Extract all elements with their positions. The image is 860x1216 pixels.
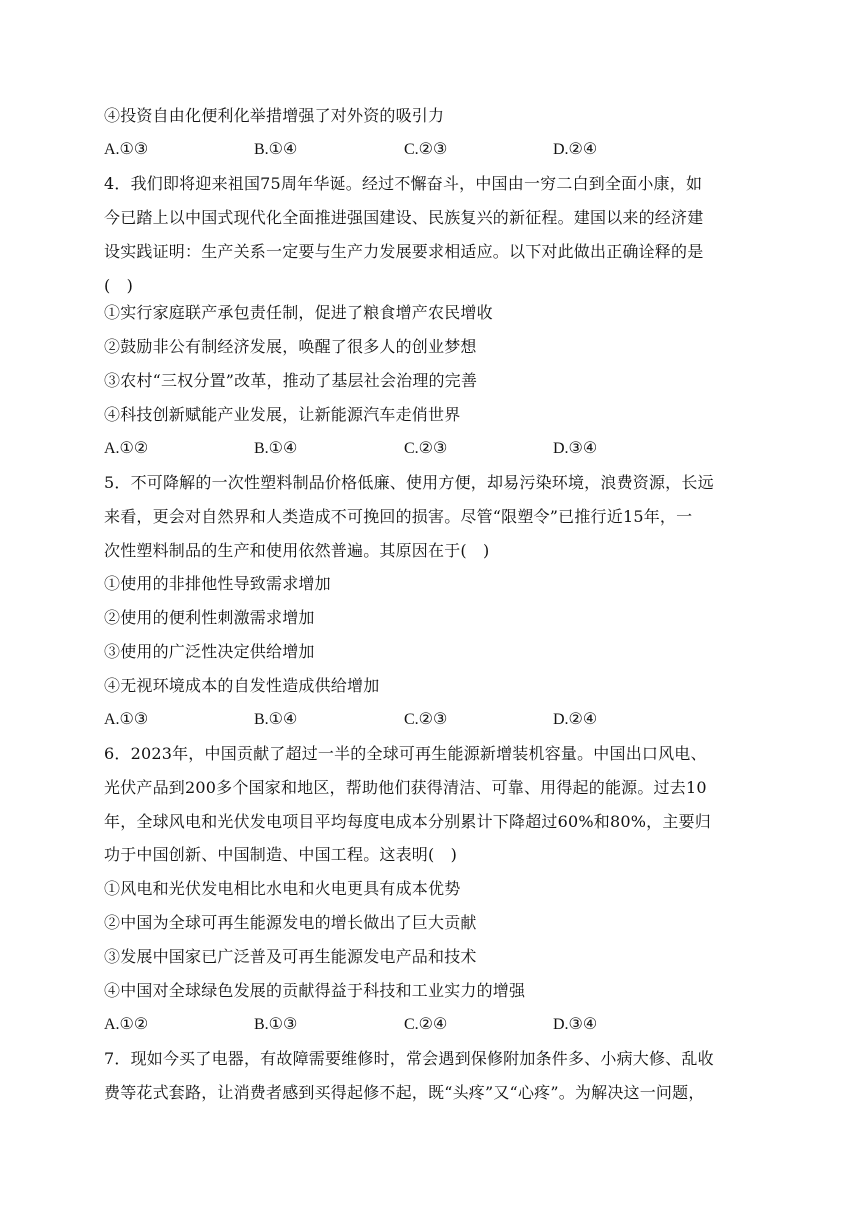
answer-choices-q6 (104, 1015, 764, 1035)
choice-b: B.①③ (254, 1016, 298, 1033)
choice-a: A.①③ (104, 711, 149, 728)
question-6-stem-line-1: 6．2023年，中国贡献了超过一半的全球可再生能源新增装机容量。中国出口风电、 (104, 744, 707, 763)
option-statement-4: ④科技创新赋能产业发展，让新能源汽车走俏世界 (104, 405, 461, 424)
option-statement-3: ③使用的广泛性决定供给增加 (104, 642, 315, 661)
choice-b: B.①④ (254, 440, 298, 457)
question-4-stem-line-3: 设实践证明：生产关系一定要与生产力发展要求相适应。以下对此做出正确诠释的是 (104, 242, 704, 261)
option-statement-1: ①风电和光伏发电相比水电和火电更具有成本优势 (104, 879, 461, 898)
choice-b: B.①④ (254, 711, 298, 728)
option-statement-2: ②中国为全球可再生能源发电的增长做出了巨大贡献 (104, 913, 477, 932)
question-5-stem-line-1: 5．不可降解的一次性塑料制品价格低廉、使用方便，却易污染环境，浪费资源，长远 (104, 473, 714, 492)
option-statement-1: ①实行家庭联产承包责任制，促进了粮食增产农民增收 (104, 303, 493, 322)
choice-d: D.③④ (553, 440, 598, 457)
choice-c: C.②④ (404, 1016, 448, 1033)
question-6-stem-line-3: 年，全球风电和光伏发电项目平均每度电成本分别累计下降超过60%和80%，主要归 (104, 812, 711, 831)
choice-c: C.②③ (404, 440, 448, 457)
option-statement-4: ④投资自由化便利化举措增强了对外资的吸引力 (104, 106, 445, 125)
choice-a: A.①② (104, 1016, 149, 1033)
question-5-stem-line-3: 次性塑料制品的生产和使用依然普遍。其原因在于( ) (104, 541, 490, 560)
option-statement-4: ④中国对全球绿色发展的贡献得益于科技和工业实力的增强 (104, 981, 526, 1000)
choice-d: D.②④ (553, 711, 598, 728)
option-statement-1: ①使用的非排他性导致需求增加 (104, 574, 331, 593)
question-6-stem-line-4: 功于中国创新、中国制造、中国工程。这表明( ) (104, 845, 458, 864)
answer-choices-q5 (104, 710, 764, 730)
question-4-blank: ( ) (104, 276, 134, 295)
option-statement-3: ③发展中国家已广泛普及可再生能源发电产品和技术 (104, 947, 477, 966)
option-statement-3: ③农村“三权分置”改革，推动了基层社会治理的完善 (104, 371, 478, 390)
question-7-stem-line-2: 费等花式套路，让消费者感到买得起修不起，既“头疼”又“心疼”。为解决这一问题， (104, 1083, 705, 1102)
choice-a: A.①② (104, 440, 149, 457)
option-statement-2: ②使用的便利性刺激需求增加 (104, 608, 315, 627)
question-7-stem-line-1: 7．现如今买了电器，有故障需要维修时，常会遇到保修附加条件多、小病大修、乱收 (104, 1049, 714, 1068)
answer-choices-q4 (104, 439, 764, 459)
choice-c: C.②③ (404, 711, 448, 728)
option-statement-2: ②鼓励非公有制经济发展，唤醒了很多人的创业梦想 (104, 337, 477, 356)
question-6-stem-line-2: 光伏产品到200多个国家和地区，帮助他们获得清洁、可靠、用得起的能源。过去10 (104, 778, 707, 797)
option-statement-4: ④无视环境成本的自发性造成供给增加 (104, 676, 380, 695)
choice-c: C.②③ (404, 141, 448, 158)
question-4-stem-line-2: 今已踏上以中国式现代化全面推进强国建设、民族复兴的新征程。建国以来的经济建 (104, 208, 704, 227)
answer-choices-q3 (104, 140, 764, 160)
choice-d: D.③④ (553, 1016, 598, 1033)
question-4-stem-line-1: 4．我们即将迎来祖国75周年华诞。经过不懈奋斗，中国由一穷二白到全面小康，如 (104, 174, 703, 193)
question-5-stem-line-2: 来看，更会对自然界和人类造成不可挽回的损害。尽管“限塑令”已推行近15年，一 (104, 507, 693, 526)
choice-d: D.②④ (553, 141, 598, 158)
choice-a: A.①③ (104, 141, 149, 158)
choice-b: B.①④ (254, 141, 298, 158)
